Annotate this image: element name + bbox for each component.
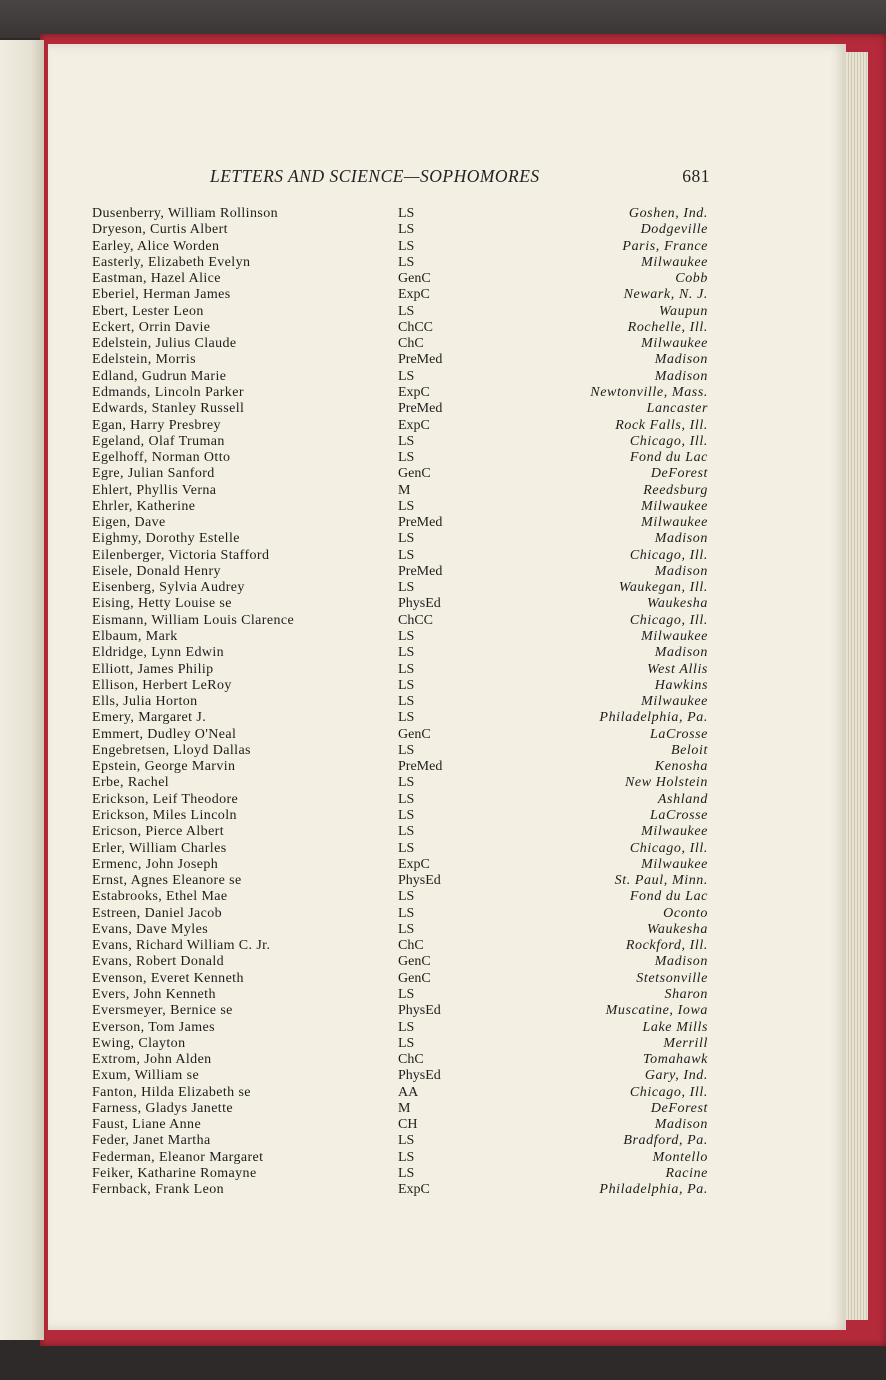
page-number: 681	[682, 166, 710, 186]
course-code: LS	[398, 889, 415, 905]
hometown: Madison	[654, 368, 708, 384]
list-item	[0, 841, 886, 858]
list-item	[0, 1068, 886, 1085]
course-code: LS	[398, 677, 415, 693]
course-code: ExpC	[398, 856, 430, 872]
list-item	[0, 352, 886, 369]
course-code: PhysEd	[398, 1003, 441, 1019]
hometown: Dodgeville	[640, 222, 708, 238]
student-name: Ernst, Agnes Eleanore se	[92, 873, 242, 889]
list-item	[0, 336, 886, 353]
hometown: Fond du Lac	[629, 889, 708, 905]
hometown: Newark, N. J.	[623, 287, 708, 303]
list-item	[0, 483, 886, 500]
student-name: Eisele, Donald Henry	[92, 563, 221, 579]
course-code: GenC	[398, 954, 431, 970]
list-item	[0, 499, 886, 516]
student-name: Earley, Alice Worden	[92, 238, 220, 254]
hometown: Chicago, Ill.	[629, 1084, 708, 1100]
course-code: AA	[398, 1084, 419, 1100]
hometown: New Holstein	[624, 775, 708, 791]
course-code: LS	[398, 450, 415, 466]
hometown: Milwaukee	[641, 824, 708, 840]
student-name: Ermenc, John Joseph	[92, 856, 219, 872]
course-code: LS	[398, 986, 415, 1002]
hometown: Rock Falls, Ill.	[615, 417, 708, 433]
hometown: Madison	[654, 352, 708, 368]
list-item	[0, 954, 886, 971]
list-item	[0, 515, 886, 532]
hometown: Milwaukee	[641, 254, 708, 270]
student-name: Ehrler, Katherine	[92, 498, 196, 514]
list-item	[0, 1020, 886, 1037]
list-item	[0, 694, 886, 711]
student-name: Egre, Julian Sanford	[92, 466, 215, 482]
student-name: Feiker, Katharine Romayne	[92, 1165, 257, 1181]
scan-background	[0, 0, 886, 38]
student-name: Dusenberry, William Rollinson	[92, 206, 279, 221]
list-item	[0, 434, 886, 451]
course-code: PreMed	[398, 401, 443, 417]
student-name: Ellison, Herbert LeRoy	[92, 677, 232, 693]
hometown: Milwaukee	[641, 515, 708, 531]
student-name: Erickson, Leif Theodore	[92, 791, 239, 807]
student-name: Erbe, Rachel	[92, 775, 170, 791]
hometown: Chicago, Ill.	[629, 433, 708, 449]
course-code: GenC	[398, 726, 431, 742]
hometown: Rockford, Ill.	[625, 938, 708, 954]
course-code: LS	[398, 629, 415, 645]
course-code: LS	[398, 206, 415, 221]
course-code: LS	[398, 433, 415, 449]
student-name: Eckert, Orrin Davie	[92, 319, 211, 335]
hometown: Bradford, Pa.	[623, 1133, 708, 1149]
list-item	[0, 743, 886, 760]
student-name: Evans, Robert Donald	[92, 954, 225, 970]
running-title: LETTERS AND SCIENCE—SOPHOMORES	[210, 166, 540, 186]
course-code: LS	[398, 1035, 415, 1051]
hometown: Waukesha	[646, 596, 708, 612]
course-code: LS	[398, 1133, 415, 1149]
course-code: GenC	[398, 970, 431, 986]
student-name: Ewing, Clayton	[92, 1035, 186, 1051]
hometown: Gary, Ind.	[644, 1068, 708, 1084]
list-item	[0, 1150, 886, 1167]
hometown: DeForest	[650, 466, 708, 482]
hometown: Waukesha	[646, 921, 708, 937]
list-item	[0, 548, 886, 565]
course-code: PhysEd	[398, 596, 441, 612]
hometown: Oconto	[663, 905, 708, 921]
course-code: ChC	[398, 1052, 424, 1068]
student-name: Emmert, Dudley O'Neal	[92, 726, 237, 742]
student-name: Eversmeyer, Bernice se	[92, 1003, 233, 1019]
student-name: Eighmy, Dorothy Estelle	[92, 531, 240, 547]
course-code: LS	[398, 254, 415, 270]
list-item	[0, 759, 886, 776]
list-item	[0, 401, 886, 418]
hometown: Newtonville, Mass.	[590, 384, 708, 400]
hometown: Paris, France	[622, 238, 708, 254]
hometown: Lancaster	[646, 401, 708, 417]
list-item	[0, 1036, 886, 1053]
list-item	[0, 385, 886, 402]
hometown: Kenosha	[654, 759, 708, 775]
list-item	[0, 824, 886, 841]
student-name: Easterly, Elizabeth Evelyn	[92, 254, 251, 270]
hometown: Ashland	[657, 791, 708, 807]
hometown: LaCrosse	[650, 726, 708, 742]
list-item	[0, 645, 886, 662]
hometown: DeForest	[650, 1100, 708, 1116]
student-name: Edland, Gudrun Marie	[92, 368, 227, 384]
list-item	[0, 873, 886, 890]
list-item	[0, 1003, 886, 1020]
student-name: Eising, Hetty Louise se	[92, 596, 232, 612]
list-item	[0, 857, 886, 874]
student-name: Edmands, Lincoln Parker	[92, 384, 244, 400]
student-name: Evans, Richard William C. Jr.	[92, 938, 271, 954]
list-item	[0, 1133, 886, 1150]
course-code: LS	[398, 531, 415, 547]
course-code: PhysEd	[398, 873, 441, 889]
hometown: Merrill	[663, 1035, 708, 1051]
hometown: Sharon	[664, 986, 708, 1002]
student-name: Eilenberger, Victoria Stafford	[92, 547, 270, 563]
course-code: LS	[398, 921, 415, 937]
list-item	[0, 466, 886, 483]
list-item	[0, 596, 886, 613]
list-item	[0, 792, 886, 809]
hometown: Milwaukee	[641, 336, 708, 352]
student-name: Fernback, Frank Leon	[92, 1182, 225, 1198]
student-name: Ells, Julia Horton	[92, 694, 198, 710]
hometown: Milwaukee	[641, 629, 708, 645]
hometown: Reedsburg	[643, 482, 708, 498]
list-item	[0, 1166, 886, 1183]
course-code: PreMed	[398, 563, 443, 579]
hometown: Philadelphia, Pa.	[599, 710, 708, 726]
student-name: Ericson, Pierce Albert	[92, 824, 225, 840]
course-code: LS	[398, 694, 415, 710]
student-name: Dryeson, Curtis Albert	[92, 222, 228, 238]
list-item	[0, 255, 886, 272]
hometown: Madison	[654, 1117, 708, 1133]
hometown: Lake Mills	[642, 1019, 708, 1035]
hometown: Milwaukee	[641, 498, 708, 514]
list-item	[0, 580, 886, 597]
list-item	[0, 808, 886, 825]
hometown: LaCrosse	[650, 807, 708, 823]
course-code: LS	[398, 742, 415, 758]
course-code: LS	[398, 1149, 415, 1165]
student-name: Egan, Harry Presbrey	[92, 417, 221, 433]
list-item	[0, 1117, 886, 1134]
student-name: Emery, Margaret J.	[92, 710, 207, 726]
course-code: ChC	[398, 938, 424, 954]
list-item	[0, 287, 886, 304]
student-name: Farness, Gladys Janette	[92, 1100, 234, 1116]
hometown: Chicago, Ill.	[629, 840, 708, 856]
course-code: LS	[398, 580, 415, 596]
student-name: Eigen, Dave	[92, 515, 166, 531]
list-item	[0, 564, 886, 581]
student-name: Eismann, William Louis Clarence	[92, 612, 295, 628]
hometown: Muscatine, Iowa	[605, 1003, 708, 1019]
course-code: M	[398, 482, 411, 498]
course-code: LS	[398, 905, 415, 921]
student-name: Everson, Tom James	[92, 1019, 216, 1035]
course-code: ChC	[398, 336, 424, 352]
course-code: ExpC	[398, 287, 430, 303]
course-code: ExpC	[398, 384, 430, 400]
student-name: Evans, Dave Myles	[92, 921, 209, 937]
list-item	[0, 239, 886, 256]
course-code: GenC	[398, 466, 431, 482]
student-name: Edwards, Stanley Russell	[92, 401, 245, 417]
course-code: LS	[398, 661, 415, 677]
list-item	[0, 1085, 886, 1102]
student-name: Ehlert, Phyllis Verna	[92, 482, 217, 498]
list-item	[0, 906, 886, 923]
list-item	[0, 987, 886, 1004]
hometown: Montello	[652, 1149, 708, 1165]
course-code: PreMed	[398, 515, 443, 531]
hometown: West Allis	[647, 661, 708, 677]
course-code: PhysEd	[398, 1068, 441, 1084]
course-code: LS	[398, 547, 415, 563]
student-name: Edelstein, Morris	[92, 352, 197, 368]
course-code: ExpC	[398, 417, 430, 433]
course-code: PreMed	[398, 352, 443, 368]
student-name: Ebert, Lester Leon	[92, 303, 204, 319]
student-name: Egelhoff, Norman Otto	[92, 450, 231, 466]
hometown: Madison	[654, 954, 708, 970]
list-item	[0, 418, 886, 435]
student-name: Exum, William se	[92, 1068, 200, 1084]
list-item	[0, 922, 886, 939]
student-name: Federman, Eleanor Margaret	[92, 1149, 264, 1165]
course-code: PreMed	[398, 759, 443, 775]
hometown: Racine	[665, 1165, 708, 1181]
student-name: Estreen, Daniel Jacob	[92, 905, 223, 921]
hometown: Milwaukee	[641, 856, 708, 872]
course-code: ChCC	[398, 612, 434, 628]
course-code: ChCC	[398, 319, 434, 335]
course-code: GenC	[398, 271, 431, 287]
student-name: Fanton, Hilda Elizabeth se	[92, 1084, 251, 1100]
hometown: Chicago, Ill.	[629, 547, 708, 563]
student-name: Elliott, James Philip	[92, 661, 214, 677]
student-name: Erler, William Charles	[92, 840, 227, 856]
course-code: LS	[398, 238, 415, 254]
course-code: LS	[398, 791, 415, 807]
list-item	[0, 1182, 886, 1199]
list-item	[0, 531, 886, 548]
list-item	[0, 613, 886, 630]
list-item	[0, 775, 886, 792]
hometown: Goshen, Ind.	[628, 206, 708, 221]
student-name: Extrom, John Alden	[92, 1052, 212, 1068]
student-name: Evers, John Kenneth	[92, 986, 216, 1002]
hometown: Chicago, Ill.	[629, 612, 708, 628]
student-name: Engebretsen, Lloyd Dallas	[92, 742, 251, 758]
course-code: LS	[398, 1165, 415, 1181]
student-name: Eldridge, Lynn Edwin	[92, 645, 225, 661]
course-code: LS	[398, 775, 415, 791]
list-item	[0, 727, 886, 744]
course-code: LS	[398, 303, 415, 319]
course-code: LS	[398, 1019, 415, 1035]
hometown: Fond du Lac	[629, 450, 708, 466]
student-name: Eisenberg, Sylvia Audrey	[92, 580, 245, 596]
course-code: LS	[398, 645, 415, 661]
list-item	[0, 304, 886, 321]
hometown: Madison	[654, 563, 708, 579]
course-code: M	[398, 1100, 411, 1116]
list-item	[0, 889, 886, 906]
student-name: Evenson, Everet Kenneth	[92, 970, 244, 986]
course-code: LS	[398, 368, 415, 384]
list-item	[0, 678, 886, 695]
page-header	[210, 166, 710, 190]
list-item	[0, 938, 886, 955]
hometown: Waukegan, Ill.	[618, 580, 708, 596]
hometown: Waupun	[659, 303, 708, 319]
student-name: Feder, Janet Martha	[92, 1133, 211, 1149]
course-code: CH	[398, 1117, 418, 1133]
student-name: Faust, Liane Anne	[92, 1117, 202, 1133]
student-name: Eastman, Hazel Alice	[92, 271, 221, 287]
list-item	[0, 710, 886, 727]
list-item	[0, 222, 886, 239]
hometown: St. Paul, Minn.	[614, 873, 708, 889]
list-item	[0, 369, 886, 386]
list-item	[0, 662, 886, 679]
course-code: LS	[398, 840, 415, 856]
hometown: Beloit	[670, 742, 708, 758]
hometown: Cobb	[675, 271, 708, 287]
student-name: Epstein, George Marvin	[92, 759, 236, 775]
student-name: Estabrooks, Ethel Mae	[92, 889, 228, 905]
list-item	[0, 629, 886, 646]
hometown: Rochelle, Ill.	[627, 319, 708, 335]
hometown: Madison	[654, 645, 708, 661]
hometown: Milwaukee	[641, 694, 708, 710]
hometown: Madison	[654, 531, 708, 547]
list-item	[0, 971, 886, 988]
hometown: Tomahawk	[643, 1052, 708, 1068]
list-item	[0, 206, 886, 223]
course-code: LS	[398, 710, 415, 726]
student-name: Elbaum, Mark	[92, 629, 178, 645]
course-code: LS	[398, 807, 415, 823]
course-code: LS	[398, 222, 415, 238]
list-item	[0, 320, 886, 337]
course-code: ExpC	[398, 1182, 430, 1198]
student-name: Edelstein, Julius Claude	[92, 336, 237, 352]
list-item	[0, 271, 886, 288]
list-item	[0, 1052, 886, 1069]
student-name: Erickson, Miles Lincoln	[92, 807, 237, 823]
hometown: Philadelphia, Pa.	[599, 1182, 708, 1198]
hometown: Hawkins	[654, 677, 708, 693]
list-item	[0, 450, 886, 467]
course-code: LS	[398, 824, 415, 840]
student-name: Egeland, Olaf Truman	[92, 433, 225, 449]
course-code: LS	[398, 498, 415, 514]
hometown: Stetsonville	[636, 970, 708, 986]
list-item	[0, 1101, 886, 1118]
student-name: Eberiel, Herman James	[92, 287, 231, 303]
